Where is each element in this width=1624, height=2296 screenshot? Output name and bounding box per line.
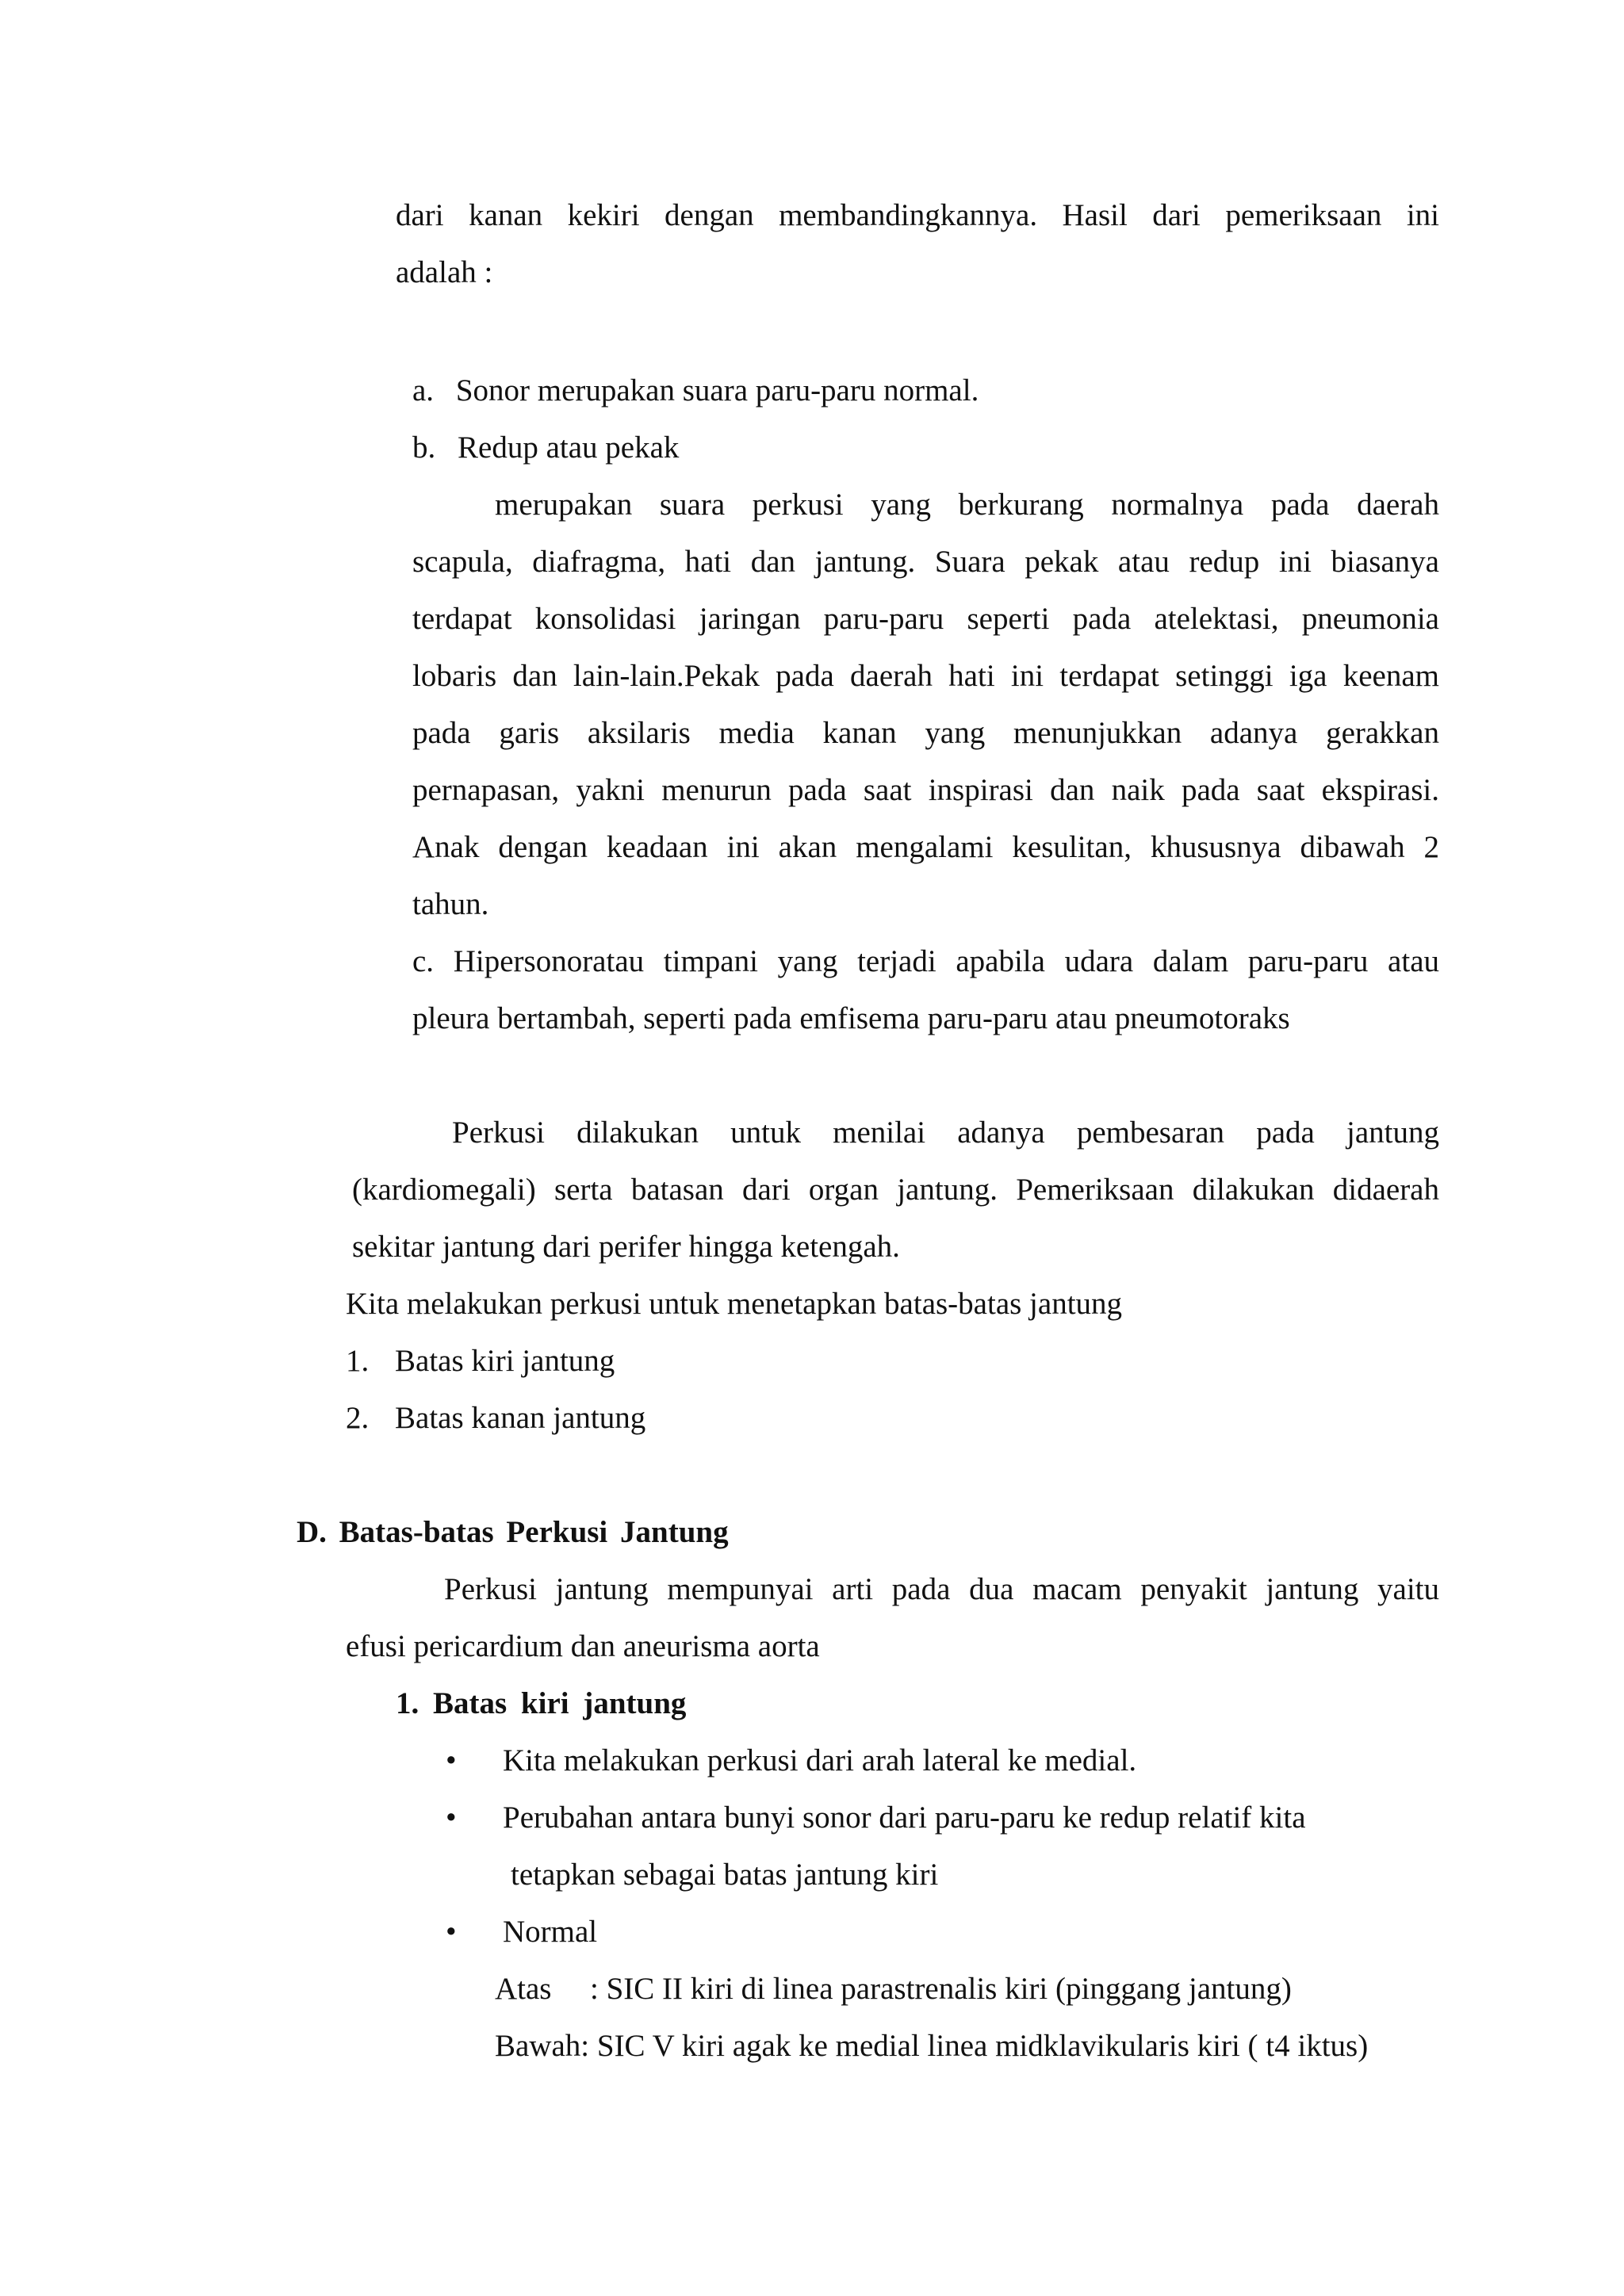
paragraph-line: dari kanan kekiri dengan membandingkannya. Hasil dari pemeriksaan ini (396, 198, 1439, 232)
paragraph-perkusi (352, 1104, 1439, 1276)
bullet-text: Kita melakukan perkusi dari arah lateral ke medial. (503, 1743, 1137, 1777)
list-marker: c. (412, 944, 435, 978)
list-item-text: Batas kiri jantung (395, 1344, 615, 1378)
list-item-text: Redup atau pekak (458, 430, 680, 465)
paragraph-line: Perkusi jantung mempunyai arti pada dua macam penyakit jantung yaitu (444, 1572, 1439, 1606)
paragraph-line: scapula, diafragma, hati dan jantung. Suara pekak atau redup ini biasanya (412, 545, 1439, 579)
list-marker: 1. (346, 1344, 370, 1378)
paragraph-line: tahun. (412, 887, 489, 921)
paragraph-line: (kardiomegali) serta batasan dari organ jantung. Pemeriksaan dilakukan didaerah (352, 1173, 1439, 1207)
list-item-b-paragraph (412, 476, 1439, 933)
section-heading: D. Batas-batas Perkusi Jantung (297, 1515, 729, 1549)
list-item-text: Sonor merupakan suara paru-paru normal. (455, 373, 979, 408)
paragraph-line: merupakan suara perkusi yang berkurang normalnya pada daerah (495, 488, 1439, 522)
list-item-text: Batas kanan jantung (395, 1401, 646, 1435)
list-item (346, 1333, 615, 1390)
paragraph-line: Kita melakukan perkusi untuk menetapkan batas-batas jantung (346, 1287, 1123, 1321)
list-item (346, 1390, 645, 1447)
bullet-item (446, 1732, 1136, 1789)
paragraph-line: efusi pericardium dan aneurisma aorta (346, 1629, 820, 1663)
bullet-icon: • (446, 1743, 457, 1777)
bullet-icon: • (446, 1800, 457, 1835)
paragraph-line: pada garis aksilaris media kanan yang menunjukkan adanya gerakkan (412, 716, 1439, 750)
normal-bawah: Bawah: SIC V kiri agak ke medial linea midklavikularis kiri ( t4 iktus) (495, 2029, 1369, 2063)
normal-atas (495, 1961, 1292, 2018)
list-item-text: Hipersonoratau timpani yang terjadi apabila udara dalam paru-paru atau (453, 944, 1439, 978)
bullet-text: Normal (503, 1915, 598, 1949)
paragraph-line: Perkusi dilakukan untuk menilai adanya pembesaran pada jantung (452, 1115, 1439, 1150)
paragraph-line: Anak dengan keadaan ini akan mengalami kesulitan, khususnya dibawah 2 (412, 830, 1439, 864)
atas-label: Atas (495, 1972, 552, 2006)
paragraph-intro (396, 187, 1439, 301)
list-item-a (412, 362, 979, 419)
list-marker: b. (412, 430, 436, 465)
paragraph-line: terdapat konsolidasi jaringan paru-paru seperti pada atelektasi, pneumonia (412, 602, 1439, 636)
bullet-icon: • (446, 1915, 457, 1949)
section-intro (346, 1561, 1439, 1675)
subsection-heading: 1. Batas kiri jantung (396, 1686, 687, 1720)
list-item-b (412, 419, 679, 476)
paragraph-line: lobaris dan lain-lain.Pekak pada daerah hati ini terdapat setinggi iga keenam (412, 659, 1439, 693)
paragraph-line: pernapasan, yakni menurun pada saat inspirasi dan naik pada saat ekspirasi. (412, 773, 1439, 807)
paragraph-line (412, 933, 1439, 990)
atas-text: : SIC II kiri di linea parastrenalis kiri (pinggang jantung) (590, 1972, 1292, 2006)
list-marker: 2. (346, 1401, 370, 1435)
bullet-text: Perubahan antara bunyi sonor dari paru-paru ke redup relatif kita (503, 1800, 1306, 1835)
bullet-item (446, 1904, 597, 1961)
bullet-continuation: tetapkan sebagai batas jantung kiri (511, 1858, 939, 1892)
list-marker: a. (412, 373, 435, 408)
paragraph-line: pleura bertambah, seperti pada emfisema paru-paru atau pneumotoraks (412, 1001, 1290, 1035)
bullet-item (446, 1789, 1306, 1846)
paragraph-line: sekitar jantung dari perifer hingga ketengah. (352, 1230, 900, 1264)
list-item-c (412, 933, 1439, 1047)
paragraph-line: adalah : (396, 255, 493, 289)
